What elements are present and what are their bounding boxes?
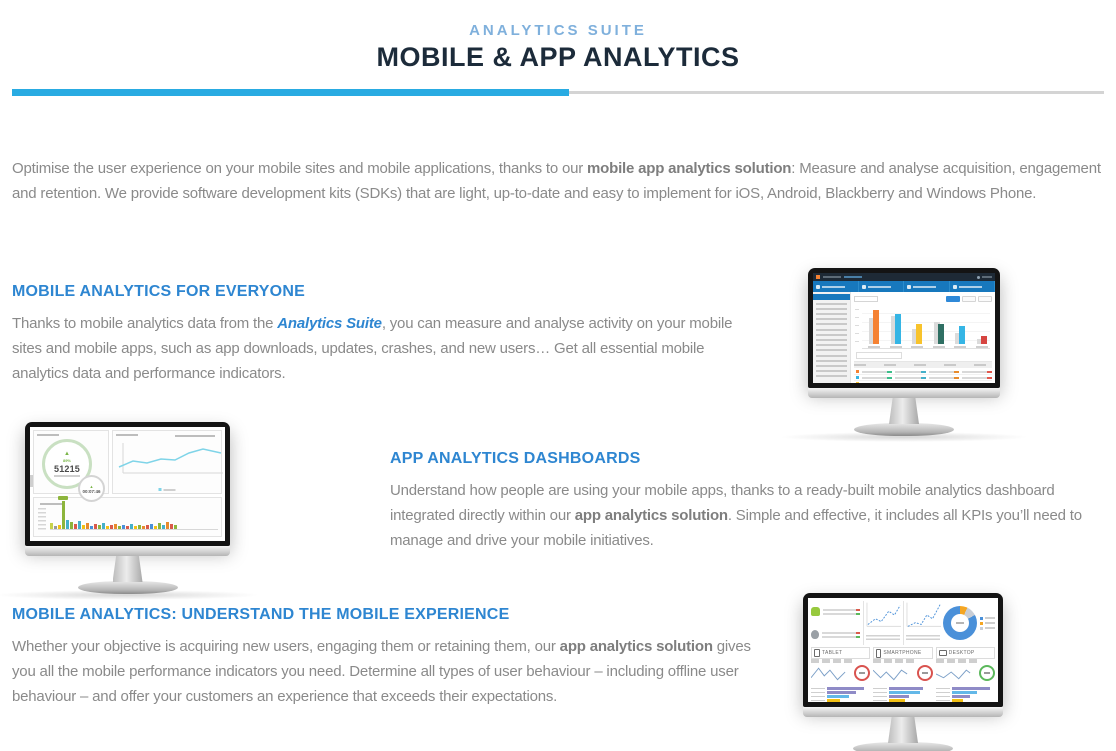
bar-chart-bars [868, 310, 988, 348]
data-table [854, 361, 992, 383]
monitor-stand [113, 556, 143, 582]
hbar-label-placeholder [873, 700, 887, 702]
kpi-column [936, 661, 995, 685]
sidebar-menu-placeholder [816, 303, 847, 325]
axis-label-placeholder [933, 346, 945, 348]
apple-icon [811, 630, 819, 639]
bar-pair [869, 310, 879, 344]
card-title-placeholder [116, 434, 138, 436]
mini-bar [90, 526, 93, 529]
mini-bar [54, 526, 57, 529]
legend-swatch [980, 622, 983, 625]
mini-bar [166, 522, 169, 529]
mockup-main [851, 292, 995, 383]
bar-group [976, 336, 988, 348]
mini-bar [174, 525, 177, 529]
section1-heading: MOBILE ANALYTICS FOR EVERYONE [12, 283, 305, 300]
bar-group [911, 324, 923, 348]
mini-bar [150, 524, 153, 529]
device-desktop [936, 647, 995, 659]
sparkline [936, 664, 972, 682]
primary-button-placeholder [946, 296, 960, 302]
cell-placeholder [929, 383, 959, 384]
mockup-topbar-text [823, 276, 841, 278]
mini-bar-chart [50, 500, 218, 530]
intro-text-1: Optimise the user experience on your mobile sites and mobile applications, thanks to our [12, 160, 588, 177]
section2-heading: APP ANALYTICS DASHBOARDS [390, 450, 641, 467]
monitor-shadow [0, 590, 261, 600]
hbar-column [811, 687, 870, 702]
kpi-column [811, 661, 870, 685]
mockup-user-area [977, 276, 992, 279]
horizontal-bar [889, 699, 905, 702]
mini-bar [62, 501, 65, 529]
legend-row [980, 622, 995, 625]
delta-value [954, 377, 959, 379]
gauge-value-placeholder [922, 672, 928, 674]
mockup-body [813, 292, 995, 383]
horizontal-bar [827, 695, 849, 698]
section1-text-2: , you can measure and analyse activity on your mobile sites and mobile apps, such as app downloads, updates, crashes, and new users… Get all essential mobile analytics data and performance indicators. [12, 315, 733, 382]
axis-label-placeholder [911, 346, 923, 348]
bar-group [890, 314, 902, 348]
mini-bar [142, 526, 145, 529]
section2-bold: app analytics solution [574, 507, 728, 524]
table-line [822, 632, 860, 634]
up-arrow-icon: ▲ [89, 483, 94, 489]
gauge-caption-placeholder [54, 475, 80, 477]
scatter-chart-1 [863, 601, 900, 645]
mockup-topbar-text [982, 276, 992, 278]
donut-value-placeholder [956, 622, 964, 624]
section2-text-2: . Simple and effective, it includes all KPIs you’ll need to manage and drive your mobile initiatives. [390, 507, 1082, 549]
bar-group [868, 310, 880, 348]
gauge-card [33, 430, 109, 494]
divider-track [569, 91, 1104, 94]
monitor-bezel [808, 268, 1000, 388]
hbar-row-item [936, 687, 995, 690]
hbar-row-item [936, 699, 995, 702]
section3-paragraph [12, 634, 764, 709]
gauge-value-placeholder [859, 672, 865, 674]
mini-bar [106, 526, 109, 529]
mini-bar [126, 526, 129, 529]
mini-bar [110, 525, 113, 529]
mini-bar [146, 525, 149, 529]
monitor-mockup-bar-dashboard [808, 268, 1000, 442]
sparkline-caption-placeholder [936, 659, 977, 663]
os-table-placeholder [823, 607, 860, 617]
gauge-value-placeholder [984, 672, 990, 674]
mini-bar [162, 525, 165, 529]
scatter-line-chart [866, 601, 902, 629]
mini-bar [78, 521, 81, 529]
gauge-ring [917, 665, 933, 681]
legend-label-placeholder [985, 627, 995, 629]
section3-text-1: Whether your objective is acquiring new users, engaging them or retaining them, our [12, 638, 560, 655]
os-tables [811, 601, 860, 645]
hbar-row-item [811, 687, 870, 690]
mini-bar-chart-card [33, 497, 222, 537]
delta-badge [856, 636, 860, 638]
chart-bar [873, 310, 879, 344]
monitor-screen [808, 598, 998, 702]
hbar-row-item [811, 695, 870, 698]
horizontal-bar [889, 691, 920, 694]
delta-value [987, 377, 992, 379]
monitor-stand [888, 717, 918, 743]
mini-bar [130, 524, 133, 529]
delta-value [954, 371, 959, 373]
table-line [822, 636, 860, 638]
hbar-row-item [873, 699, 932, 702]
bar-pair [912, 324, 922, 344]
table-header [854, 362, 992, 368]
delta-value [987, 383, 992, 384]
row-icon [856, 382, 859, 383]
line-chart [117, 441, 225, 479]
device-label: SMARTPHONE [883, 650, 922, 656]
hbar-row-item [873, 691, 932, 694]
mockup-os-row [811, 601, 995, 645]
horizontal-bar [889, 687, 923, 690]
row-icon [856, 370, 859, 373]
analytics-suite-link[interactable]: Analytics Suite [277, 315, 382, 332]
intro-bold: mobile app analytics solution [587, 160, 792, 177]
bar-chart [862, 305, 990, 349]
donut-chart [943, 606, 977, 640]
bar-pair [934, 322, 944, 344]
monitor-chin [25, 546, 230, 556]
table-line [823, 609, 860, 611]
bar-pair [955, 326, 965, 344]
hbar-label-placeholder [936, 700, 950, 702]
cell-placeholder [929, 371, 959, 373]
hbar-row [811, 687, 995, 702]
delta-value [987, 371, 992, 373]
line-series [908, 605, 940, 627]
cell-placeholder [895, 377, 925, 379]
kpi-icon [816, 285, 820, 289]
delta-value [921, 377, 926, 379]
up-arrow-icon: ▲ [64, 450, 70, 457]
monitor-screen [30, 427, 225, 541]
horizontal-bar [952, 699, 964, 702]
axis-label-placeholder [868, 346, 880, 348]
line-series [868, 606, 900, 625]
delta-value [887, 377, 892, 379]
mockup-sidebar [813, 292, 851, 383]
hbar-label-placeholder [811, 692, 825, 694]
delta-badge [856, 613, 860, 615]
chart-legend [159, 488, 176, 491]
mini-bar [134, 526, 137, 529]
line-series [936, 670, 970, 679]
hbar-label-placeholder [873, 692, 887, 694]
cell-placeholder [962, 377, 992, 379]
line-series [811, 668, 845, 679]
horizontal-bar [889, 695, 908, 698]
delta-value [887, 371, 892, 373]
avatar [977, 276, 980, 279]
line-series [873, 670, 907, 679]
legend-swatch [980, 627, 983, 630]
hbar-row-item [936, 691, 995, 694]
delta-value [921, 383, 926, 384]
scatter-chart-2 [903, 601, 940, 645]
scatter-line-chart [906, 601, 942, 629]
mini-bar [86, 523, 89, 529]
sidebar-menu-placeholder [816, 329, 847, 351]
mini-bar [70, 522, 73, 529]
sparkline-caption-placeholder [811, 659, 852, 663]
mini-bar [122, 525, 125, 529]
device-header-row [811, 647, 995, 659]
donut-legend [980, 617, 995, 630]
divider [12, 89, 1104, 96]
page-title: MOBILE & APP ANALYTICS [376, 42, 740, 72]
donut-hole [951, 614, 969, 632]
mini-bar [58, 525, 61, 529]
android-icon [811, 607, 820, 616]
mini-bar [98, 525, 101, 529]
sidebar-active-item [813, 294, 850, 300]
horizontal-bar [827, 691, 856, 694]
divider-accent [12, 89, 569, 96]
hbar-label-placeholder [811, 688, 825, 690]
kpi-cell [904, 281, 950, 292]
device-tablet [811, 647, 870, 659]
hbar-row-item [936, 695, 995, 698]
kpi-cell [813, 281, 859, 292]
kpi-cell [859, 281, 905, 292]
hbar-label-placeholder [811, 700, 825, 702]
cell-placeholder [962, 383, 992, 384]
legend-label-placeholder [985, 622, 995, 624]
chart-bar [981, 336, 987, 344]
sparkline-caption-placeholder [873, 659, 914, 663]
mini-bar [154, 526, 157, 529]
device-label: TABLET [822, 650, 843, 656]
mini-bar [66, 520, 69, 529]
gauge-value: 51215 [53, 463, 81, 474]
mini-bar [102, 523, 105, 529]
mini-bar [114, 524, 117, 529]
delta-badge [856, 609, 860, 611]
gauge-percent: 89% [62, 457, 71, 463]
kpi-cell [950, 281, 996, 292]
mini-bar [50, 523, 53, 529]
chart-caption-placeholder [866, 635, 900, 641]
kpi-icon [862, 285, 866, 289]
kpi-text [913, 286, 936, 288]
horizontal-bar [952, 687, 991, 690]
y-axis-ticks [855, 309, 859, 345]
bar-pair [891, 314, 901, 344]
delta-value [887, 383, 892, 384]
toolbar-buttons [946, 296, 992, 302]
mockup-logo-icon [816, 275, 820, 279]
device-kpi-row [811, 661, 995, 685]
bar-pair [977, 336, 987, 344]
cell-placeholder [862, 383, 892, 384]
monitor-shadow [779, 432, 1029, 442]
section3-text-2: gives you all the mobile performance indicators you need. Determine all types of user behaviour – including offline user behaviour – and offer your customers an experience that exceeds their expectations. [12, 638, 751, 705]
legend-label-placeholder [985, 617, 995, 619]
gauge-ring [979, 665, 995, 681]
hbar-label-placeholder [936, 688, 950, 690]
cell-placeholder [862, 377, 892, 379]
monitor-mockup-gauge-dashboard [25, 422, 230, 600]
row-icon [856, 376, 859, 379]
mockup-topbar [813, 273, 995, 281]
apple-row [811, 624, 860, 645]
chart-caption-placeholder [906, 635, 940, 641]
intro-paragraph [12, 156, 1112, 206]
axis-label-placeholder [976, 346, 988, 348]
kpi-icon [907, 285, 911, 289]
suite-eyebrow: ANALYTICS SUITE [469, 22, 647, 39]
delta-value [954, 383, 959, 384]
mini-bar [94, 524, 97, 529]
mini-bar [74, 524, 77, 529]
monitor-base [853, 742, 953, 751]
mini-bar [118, 526, 121, 529]
mockup-topbar-text [844, 276, 862, 278]
hbar-row-item [811, 691, 870, 694]
legend-swatch [980, 617, 983, 620]
horizontal-bar [952, 695, 970, 698]
mini-bar [138, 525, 141, 529]
monitor-mockup-devices-dashboard [803, 593, 1003, 751]
kpi-text [959, 286, 982, 288]
section1-paragraph [12, 311, 737, 386]
android-row [811, 601, 860, 622]
dropdown-placeholder [854, 296, 878, 302]
delta-badge [856, 632, 860, 634]
table-line [823, 613, 860, 615]
bar-group [954, 326, 966, 348]
hbar-label-placeholder [873, 688, 887, 690]
legend-label-placeholder [164, 489, 176, 491]
legend-row [980, 627, 995, 630]
hbar-label-placeholder [936, 696, 950, 698]
cell-placeholder [929, 377, 959, 379]
monitor-chin [808, 388, 1000, 398]
search-box-placeholder [856, 352, 902, 359]
sparkline-widget [936, 659, 977, 687]
bar-value-label [58, 496, 68, 500]
donut-widget [943, 601, 995, 645]
sparkline-widget [811, 659, 852, 687]
section3-bold: app analytics solution [559, 638, 713, 655]
monitor-screen [813, 273, 995, 383]
chart-bar [938, 324, 944, 344]
sidebar-menu-placeholder [816, 355, 847, 377]
mockup-kpi-navbar [813, 281, 995, 292]
hbar-column [936, 687, 995, 702]
hbar-label-placeholder [936, 692, 950, 694]
kpi-column [873, 661, 932, 685]
hbar-row-item [811, 699, 870, 702]
chart-bar [895, 314, 901, 344]
sparkline [873, 664, 909, 682]
monitor-stand [889, 398, 919, 424]
chart-title-placeholder [175, 435, 215, 437]
mini-bar [158, 523, 161, 529]
monitor-bezel [25, 422, 230, 546]
intro-text-2: : Measure and analyse acquisition, engagement and retention. We provide software development kits (SDKs) that are light, up-to-date and easy to implement for iOS, Android, Blackberry and Windows Phone. [12, 160, 1101, 202]
cell-placeholder [895, 383, 925, 384]
horizontal-bar [827, 699, 840, 702]
mini-bar [170, 524, 173, 529]
section2-text-1: Understand how people are using your mobile apps, thanks to a ready-built mobile analytics dashboard integrated directly within our [390, 482, 1055, 524]
line-chart-card [112, 430, 222, 494]
os-table-placeholder [822, 630, 860, 640]
mockup-top-row [33, 430, 222, 494]
hbar-column [873, 687, 932, 702]
sparkline [811, 664, 847, 682]
table-row [854, 381, 992, 383]
hbar-label-placeholder [811, 696, 825, 698]
section2-paragraph [390, 478, 1096, 553]
axis-label-placeholder [954, 346, 966, 348]
card-title-placeholder [37, 434, 59, 436]
hbar-row-item [873, 695, 932, 698]
mockup-toolbar [854, 294, 992, 303]
kpi-text [822, 286, 845, 288]
legend-row [980, 617, 995, 620]
chart-bar [959, 326, 965, 344]
device-smartphone [873, 647, 932, 659]
desktop-icon [939, 650, 947, 656]
cell-placeholder [895, 371, 925, 373]
section1-text-1: Thanks to mobile analytics data from the [12, 315, 278, 332]
gauge-ring [854, 665, 870, 681]
monitor-bezel [803, 593, 1003, 707]
mini-bar [82, 525, 85, 529]
gauge-time-value: 00:07:46 [82, 488, 101, 494]
cell-placeholder [862, 371, 892, 373]
chart-bar [916, 324, 922, 344]
hbar-label-placeholder [873, 696, 887, 698]
y-axis-ticks [38, 508, 46, 530]
horizontal-bar [952, 691, 977, 694]
kpi-icon [953, 285, 957, 289]
horizontal-bar [827, 687, 864, 690]
small-gauge [78, 475, 105, 502]
smartphone-icon [876, 649, 881, 658]
button-placeholder [962, 296, 976, 302]
kpi-text [868, 286, 891, 288]
tablet-icon [814, 649, 820, 657]
sparkline-widget [873, 659, 914, 687]
device-label: DESKTOP [948, 650, 975, 656]
button-placeholder [978, 296, 992, 302]
hbar-row-item [873, 687, 932, 690]
axis-label-placeholder [890, 346, 902, 348]
cell-placeholder [962, 371, 992, 373]
legend-swatch [159, 488, 162, 491]
delta-value [921, 371, 926, 373]
bar-group [933, 322, 945, 348]
line-series [119, 449, 221, 467]
monitor-chin [803, 707, 1003, 717]
section3-heading: MOBILE ANALYTICS: UNDERSTAND THE MOBILE EXPERIENCE [12, 606, 510, 623]
